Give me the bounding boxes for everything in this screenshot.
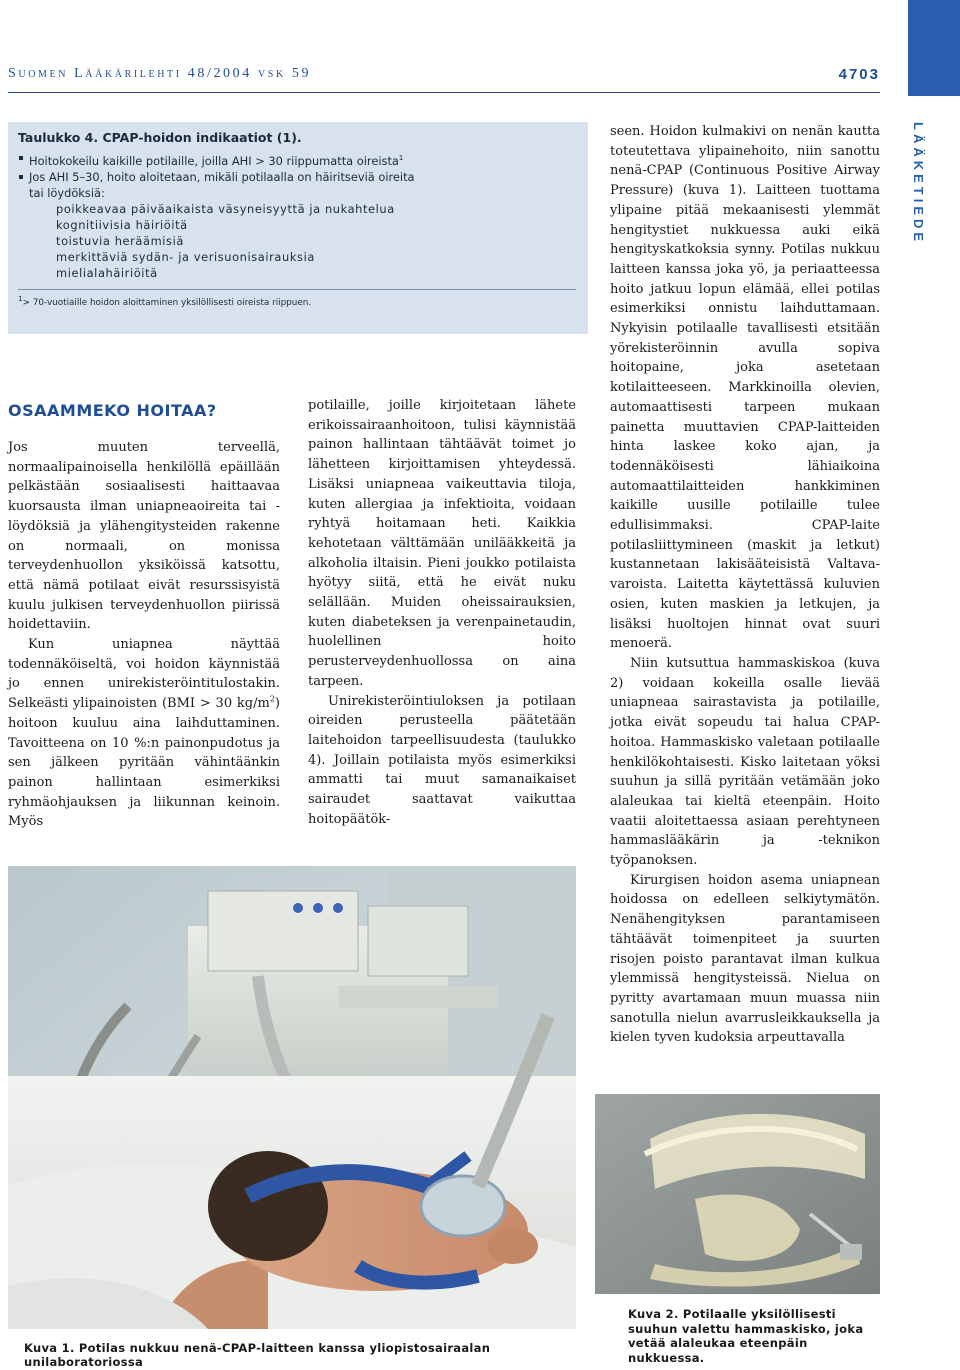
paragraph: potilaille, joille kirjoitetaan lähete erikoissairaanhoitoon, tulisi käynnistää painon hallintaan tähtäävät toimet jo lähetteen kirjoittamisen yhteydessä. Lisäksi uniapneaa vaikeuttavia tiloja, kuten allergiaa ja infektioita, voidaan ryhtyä hoitamaan heti. Kaikkia kehotetaan välttämään unilääkkeitä ja alkoholia iltaisin. Pieni joukko potilaista hyötyy siitä, että he eivät nuku selällään. Muiden oheissairauksien, kuten diabeteksen ja verenpainetaudin, huolellinen hoito perusterveydenhuollossa on aina tarpeen. [308, 398, 576, 689]
paragraph: Jos muuten terveellä, normaalipainoisella henkilöllä epäillään pelkästään sosiaalisesti haittaavaa kuorsausta ilman uniapneaoireita tai -löydöksiä ja ylähengitysteiden rakenne on normaali, on monissa terveydenhuollon yksiköissä katsottu, että nämä potilaat eivät resurssisyistä kuulu julkisen terveydenhuollon piirissä hoidettaviin. [8, 440, 280, 633]
section-label: LÄÄKETIEDE [911, 122, 926, 246]
footnote-text: > 70-vuotiaille hoidon aloittaminen yksilöllisesti oireista riippuen. [22, 297, 312, 308]
journal-title: Suomen Lääkärilehti 48/2004 vsk 59 [8, 66, 312, 81]
figure-1-cpap-photo [8, 866, 576, 1329]
section-tab-marker [908, 0, 960, 96]
indication-item: kognitiivisia häiriöitä [56, 217, 188, 232]
cpap-photo-illustration [8, 866, 576, 1329]
paragraph: Kirurgisen hoidon asema uniapnean hoidossa on edelleen selkiytymätön. Nenähengityksen parantamiseen tähtäävät toimenpiteet ja suurten risojen poisto parantavat ilman kulkua ylemmissä hengitysteissä. Nielua on pyritty avartamaan muun muassa niin sanotulla nielun avarrusleikkauksella ja kielen tyven kudoksia arpeuttavalla [610, 872, 880, 1046]
figure-2-caption: Kuva 2. Potilaalle yksilöllisesti suuhun valettu hammaskisko, joka vetää alaleukaa eteenpäin nukkuessa. [628, 1307, 864, 1365]
paragraph: Unirekisteröintiuloksen ja potilaan oireiden perusteella päätetään laitehoidon tarpeellisuudesta (taulukko 4). Joillain potilaista myös esimerkiksi ammatti tai muut samanaikaiset sairaudet saattavat vaikuttaa hoitopäätök- [308, 693, 576, 827]
indication-item: toistuvia heräämisiä [56, 233, 184, 248]
indication-item: Hoitokokeilu kaikille potilaille, joilla AHI > 30 riippumatta oireista$^1$ [18, 150, 576, 169]
indication-item: mielialahäiriöitä [56, 265, 158, 280]
paragraph: seen. Hoidon kulmakivi on nenän kautta toteutettava ylipainehoito, niin sanottu nenä-CPAP (Continuous Positive Airway Pressure) (kuva 1). Laitteen tuottama ylipaine pitää mekaanisesti ylemmät hengitystiet nukkuessa auki eikä hengityskatkoksia synny. Potilas nukkuu laitteen kanssa joka yö, ja periaatteessa hoito jatkuu lopun elämää, ellei potilas esimerkiksi onnistu laihduttamaan. Nykyisin potilaalle tavallisesti etsitään yörekisteröinnin avulla sopiva hoitopaine, joka asetetaan kotilaitteeseen. Markkinoilla olevien, automaattisesti tarpeen mukaan painetta muuttavien CPAP-laitteiden hinta laskee koko ajan, ja todennäköisesti lähiaikoina automaattilaitteiden hankkiminen kaikille uusille potilaille tulee edullisimmaksi. CPAP-laite potilasliittymineen (maskit ja letkut) kustannetaan lakisääteisistä Valtava-varoista. Laitetta käytettässä kuluvien osien, kuten maskien ja letkujen, ja lisäksi huoltojen hinnat ovat suuri menoerä. [610, 124, 880, 652]
running-header [8, 66, 880, 88]
header-rule [8, 92, 880, 93]
body-column-2 [308, 396, 576, 829]
figure-2-dental-splint-photo [595, 1094, 880, 1294]
paragraph: Niin kutsuttua hammaskiskoa (kuva 2) voidaan kokeilla osalle lievää uniapneaa sairastavista ja potilaille, jotka eivät sopeudu tai halua CPAP-hoitoa. Hammaskisko valetaan potilaalle henkilökohtaisesti. Kisko laitetaan yöksi suuhun ja sillä pyritään vetämään joko alaleukaa tai kieltä eteenpäin. Hoito vaatii aloitettaessa asiaan perehtyneen hammaslääkärin ja -teknikon työpanoksen. [610, 655, 880, 869]
section-heading: OSAAMMEKO HOITAA? [8, 401, 217, 420]
figure-1-caption: Kuva 1. Potilas nukkuu nenä-CPAP-laitteen kanssa yliopistosairaalan unilaboratoriossa [24, 1341, 491, 1369]
table-title: Taulukko 4. CPAP-hoidon indikaatiot (1). [18, 130, 302, 145]
body-column-1 [8, 438, 280, 832]
footnote-mark: 1 [18, 293, 23, 303]
table-footnote [18, 293, 576, 309]
indication-item: poikkeavaa päiväaikaista väsyneisyyttä ja nukahtelua [56, 201, 395, 216]
indication-item: Jos AHI 5–30, hoito aloitetaan, mikäli potilaalla on häiritseviä oireita [18, 169, 576, 185]
indication-item: merkittäviä sydän- ja verisuonisairauksia [56, 249, 315, 264]
page-number: 4703 [838, 66, 880, 83]
indication-list [18, 150, 576, 281]
table-rule [18, 289, 576, 290]
table-4-box [8, 122, 588, 334]
body-column-3 [610, 122, 880, 1048]
indication-item: tai löydöksiä: [29, 185, 105, 200]
paragraph: Kun uniapnea näyttää todennäköiseltä, voi hoidon käynnistää jo ennen unirekisteröintitulostakin. Selkeästi ylipainoisten (BMI > 30 $kg/m^2$) hoitoon kuuluu aina laihduttaminen. Tavoitteena on 10 %:n painonpudotus ja sen jälkeen pyritään vähintäänkin painon hallintaan esimerkiksi ryhmäohjauksen ja liikunnan keinoin. Myös [8, 637, 280, 830]
dental-splint-illustration [595, 1094, 880, 1294]
